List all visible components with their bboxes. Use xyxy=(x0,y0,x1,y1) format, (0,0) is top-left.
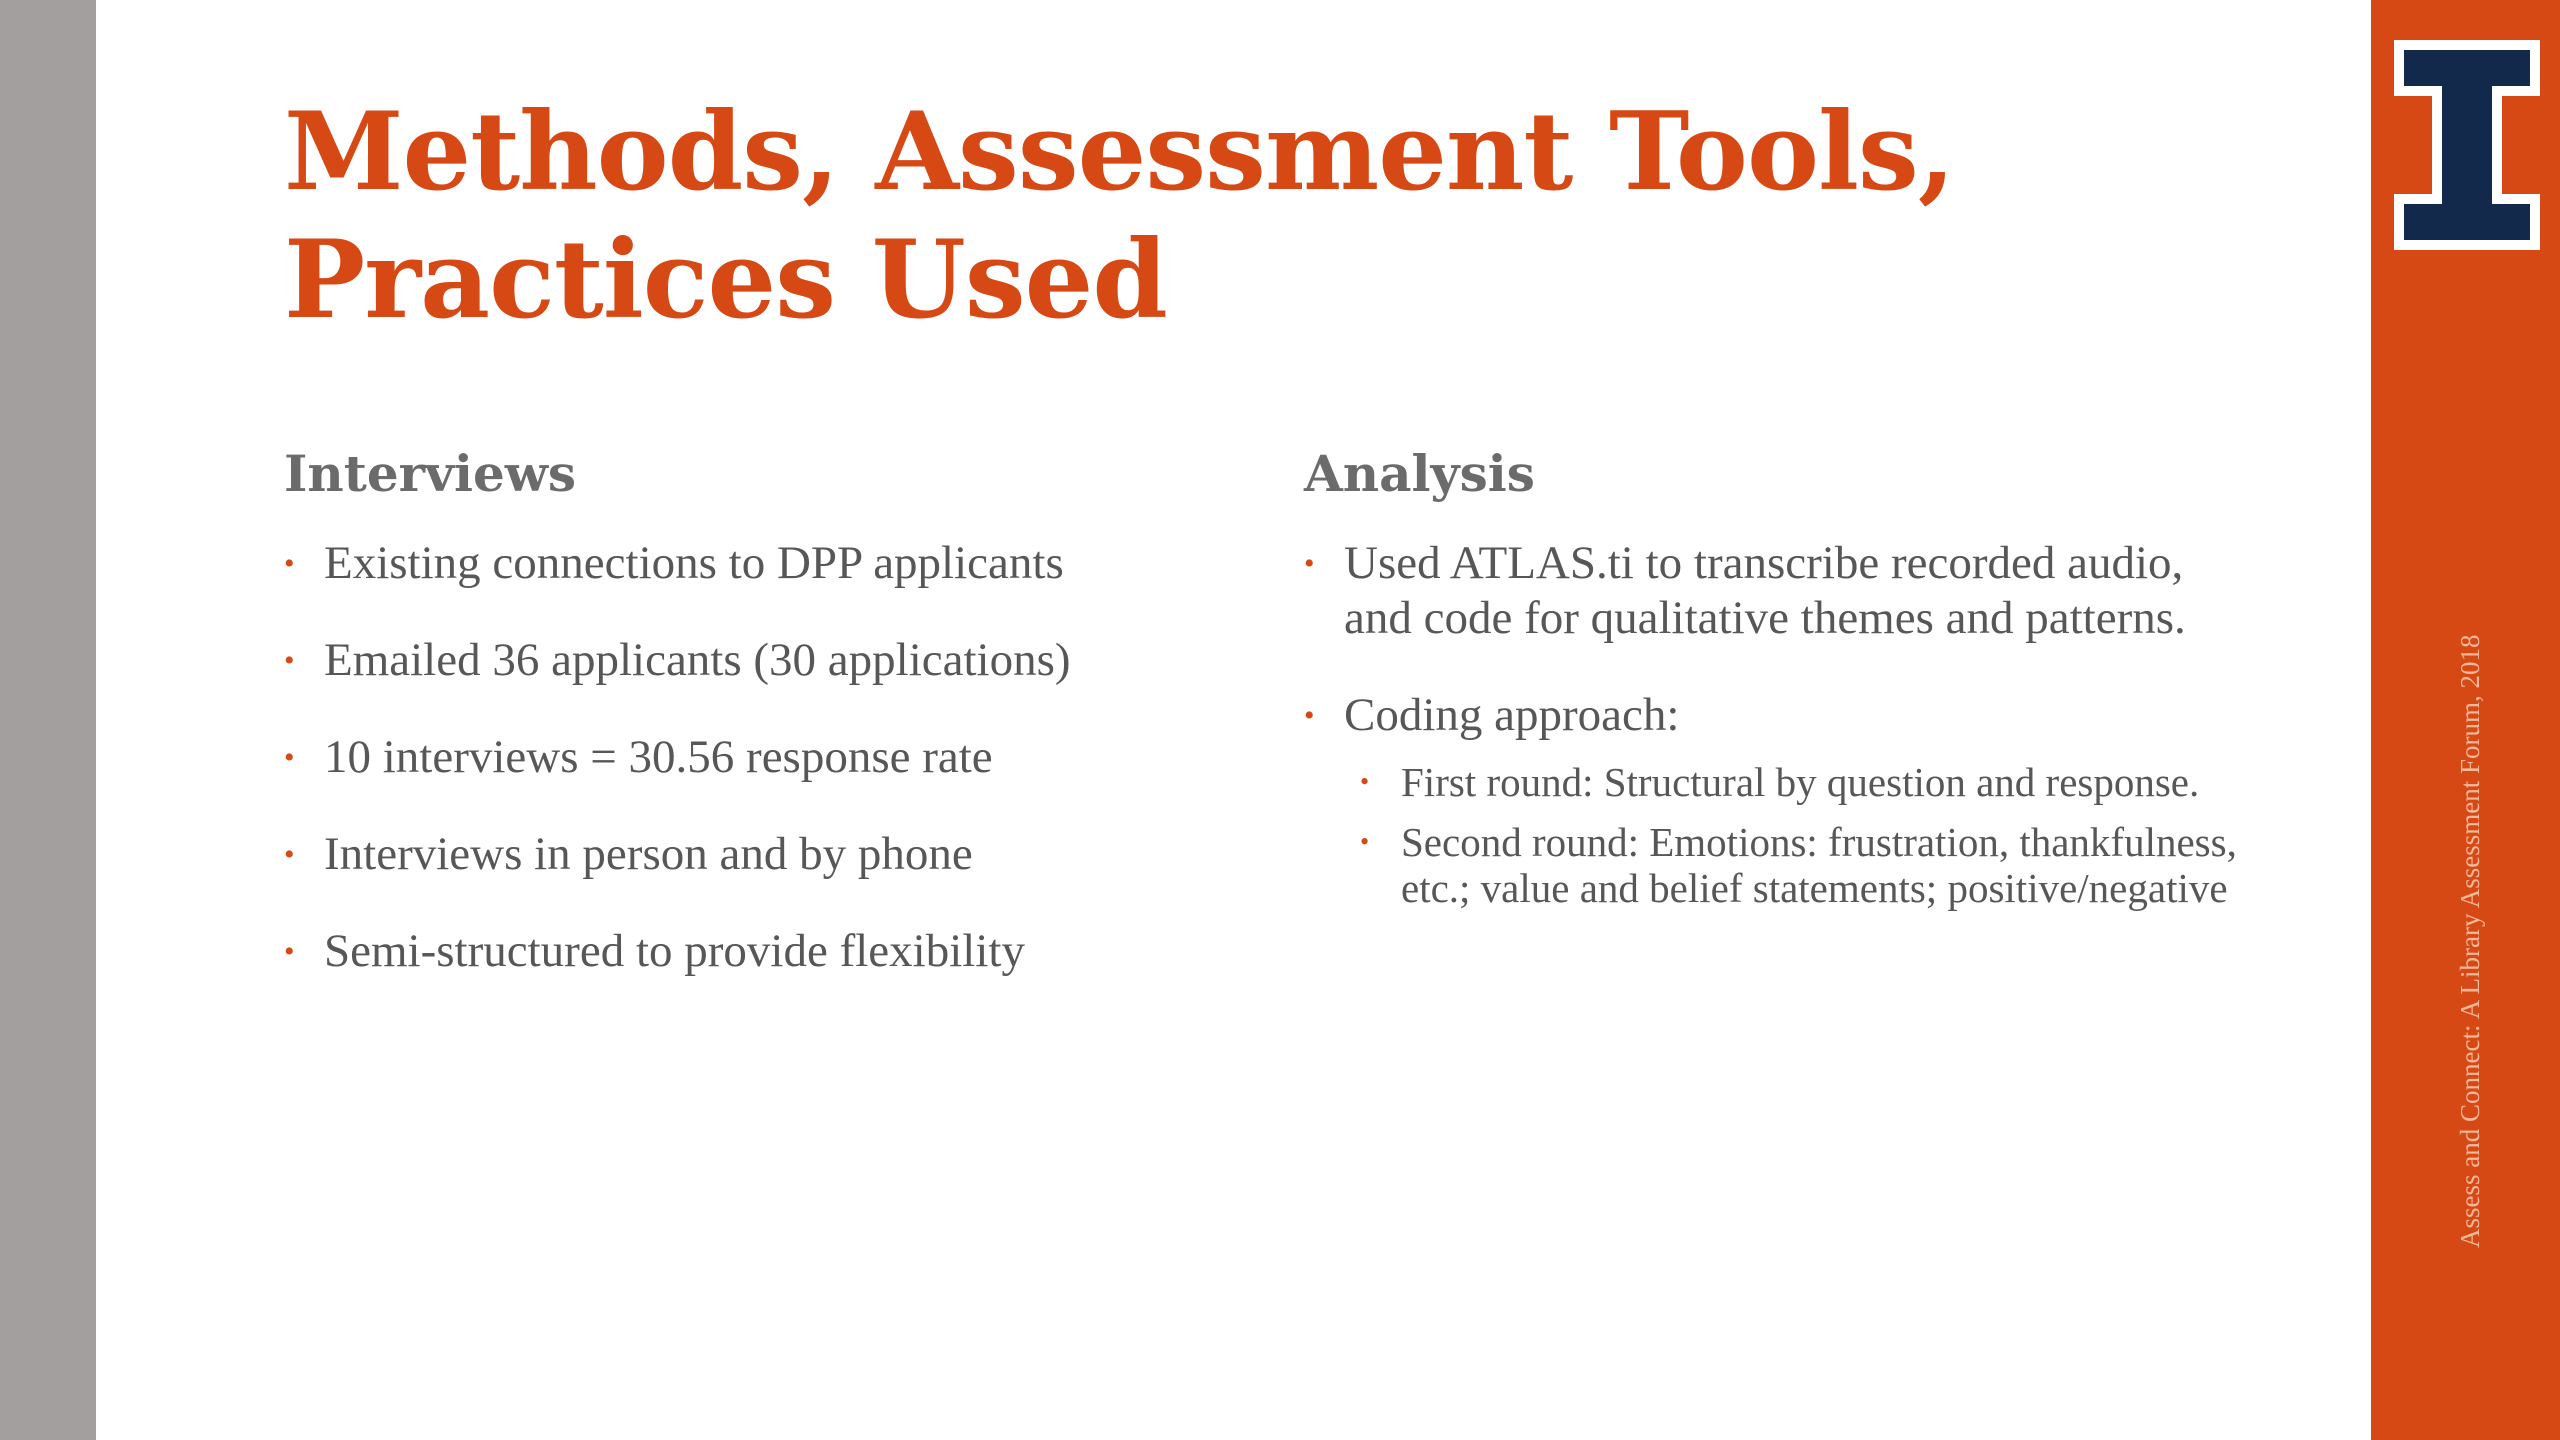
bullet-dot-icon: • xyxy=(1304,699,1315,732)
analysis-heading: Analysis xyxy=(1304,444,1535,503)
left-sidebar-bar xyxy=(0,0,96,1440)
bullet-text: Interviews in person and by phone xyxy=(324,828,973,880)
bullet-text: Coding approach: xyxy=(1344,689,1680,741)
interviews-bullet xyxy=(284,827,1234,882)
slide-title-line-1: Methods, Assessment Tools, xyxy=(284,89,1955,215)
interviews-list xyxy=(284,536,1234,979)
bullet-dot-icon: • xyxy=(284,838,295,871)
interviews-bullet xyxy=(284,633,1234,688)
sub-bullet-text: Second round: Emotions: frustration, thankfulness, etc.; value and belief statements; positive/negative xyxy=(1401,819,2237,911)
bullet-text: Existing connections to DPP applicants xyxy=(324,537,1064,589)
analysis-list xyxy=(1304,536,2254,911)
interviews-bullet xyxy=(284,730,1234,785)
interviews-bullet xyxy=(284,536,1234,591)
sub-bullet-text: First round: Structural by question and response. xyxy=(1401,759,2200,805)
coding-approach-sublist xyxy=(1344,759,2254,911)
interviews-heading: Interviews xyxy=(284,444,577,503)
bullet-dot-icon: • xyxy=(284,547,295,580)
sub-bullet-dot-icon: • xyxy=(1360,827,1370,856)
interviews-bullet xyxy=(284,924,1234,979)
bullet-text: Emailed 36 applicants (30 applications) xyxy=(324,634,1071,686)
coding-sub-bullet xyxy=(1344,759,2254,805)
bullet-text: 10 interviews = 30.56 response rate xyxy=(324,731,993,783)
sub-bullet-dot-icon: • xyxy=(1360,767,1370,796)
analysis-bullet xyxy=(1304,688,2254,911)
bullet-dot-icon: • xyxy=(284,935,295,968)
slide-title-line-2: Practices Used xyxy=(284,217,1167,343)
slide-title xyxy=(284,88,2284,344)
bullet-dot-icon: • xyxy=(284,644,295,677)
analysis-bullet xyxy=(1304,536,2254,646)
interviews-column xyxy=(284,438,1234,1021)
bullet-text: Semi-structured to provide flexibility xyxy=(324,925,1025,977)
vertical-footer-text: Assess and Connect: A Library Assessment Forum, 2018 xyxy=(2455,634,2485,1248)
block-i-logo-icon xyxy=(2392,38,2542,252)
bullet-dot-icon: • xyxy=(284,741,295,774)
coding-sub-bullet xyxy=(1344,819,2254,911)
bullet-text: Used ATLAS.ti to transcribe recorded audio, and code for qualitative themes and patterns. xyxy=(1344,537,2186,644)
block-i-logo xyxy=(2392,38,2542,252)
analysis-column xyxy=(1304,438,2254,953)
bullet-dot-icon: • xyxy=(1304,547,1315,580)
